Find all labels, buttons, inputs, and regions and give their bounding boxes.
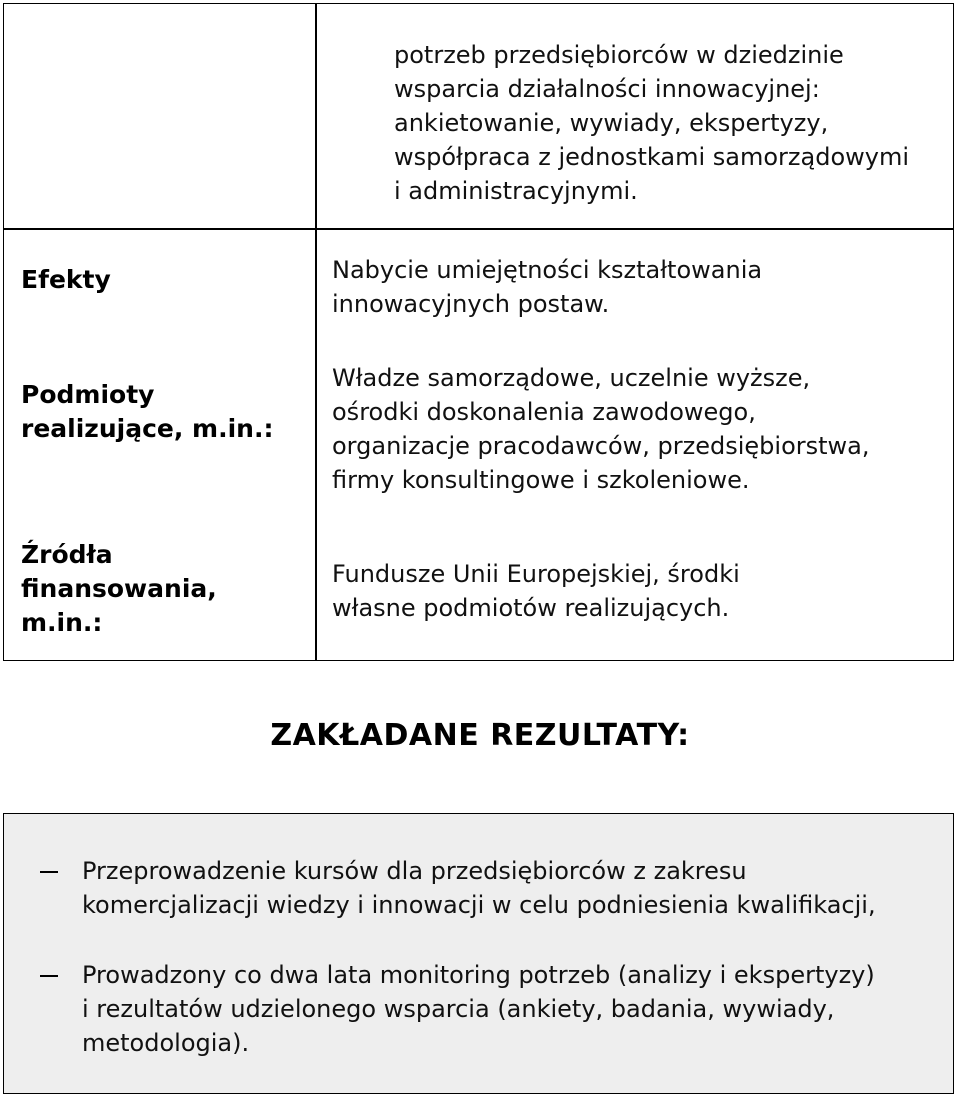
row-value-zrodla: Fundusze Unii Europejskiej, środki [332, 560, 740, 588]
result-item-line: i rezultatów udzielonego wsparcia (ankiety, badania, wywiady, [82, 995, 835, 1023]
result-item-line: Prowadzony co dwa lata monitoring potrzeb (analizy i ekspertyzy) [82, 961, 875, 989]
row-label-efekty: Efekty [21, 265, 111, 294]
dash-bullet-icon [40, 975, 58, 977]
row-value-podmioty: firmy konsultingowe i szkoleniowe. [332, 466, 750, 494]
row-value-zrodla: własne podmiotów realizujących. [332, 594, 730, 622]
column-divider [315, 4, 317, 660]
top-cell-line: potrzeb przedsiębiorców w dziedzinie [394, 41, 844, 69]
row-label-zrodla: Źródła [21, 540, 113, 569]
row-divider [4, 228, 953, 230]
result-item-line: metodologia). [82, 1029, 250, 1057]
row-value-podmioty: ośrodki doskonalenia zawodowego, [332, 398, 756, 426]
top-cell-line: i administracyjnymi. [394, 177, 638, 205]
dash-bullet-icon [40, 871, 58, 873]
row-value-efekty: innowacyjnych postaw. [332, 290, 610, 318]
top-cell-line: wsparcia działalności innowacyjnej: [394, 75, 820, 103]
results-box [3, 813, 954, 1094]
row-label-zrodla: finansowania, [21, 574, 217, 603]
results-heading: ZAKŁADANE REZULTATY: [270, 718, 690, 753]
info-table [3, 3, 954, 661]
result-item-line: komercjalizacji wiedzy i innowacji w celu podniesienia kwalifikacji, [82, 891, 876, 919]
top-cell-line: ankietowanie, wywiady, ekspertyzy, [394, 109, 829, 137]
row-value-podmioty: organizacje pracodawców, przedsiębiorstwa, [332, 432, 870, 460]
row-label-podmioty: realizujące, m.in.: [21, 414, 274, 443]
row-value-podmioty: Władze samorządowe, uczelnie wyższe, [332, 364, 811, 392]
result-item-line: Przeprowadzenie kursów dla przedsiębiorców z zakresu [82, 857, 747, 885]
top-cell-line: współpraca z jednostkami samorządowymi [394, 143, 910, 171]
row-label-podmioty: Podmioty [21, 380, 155, 409]
row-label-zrodla: m.in.: [21, 608, 103, 637]
row-value-efekty: Nabycie umiejętności kształtowania [332, 256, 763, 284]
